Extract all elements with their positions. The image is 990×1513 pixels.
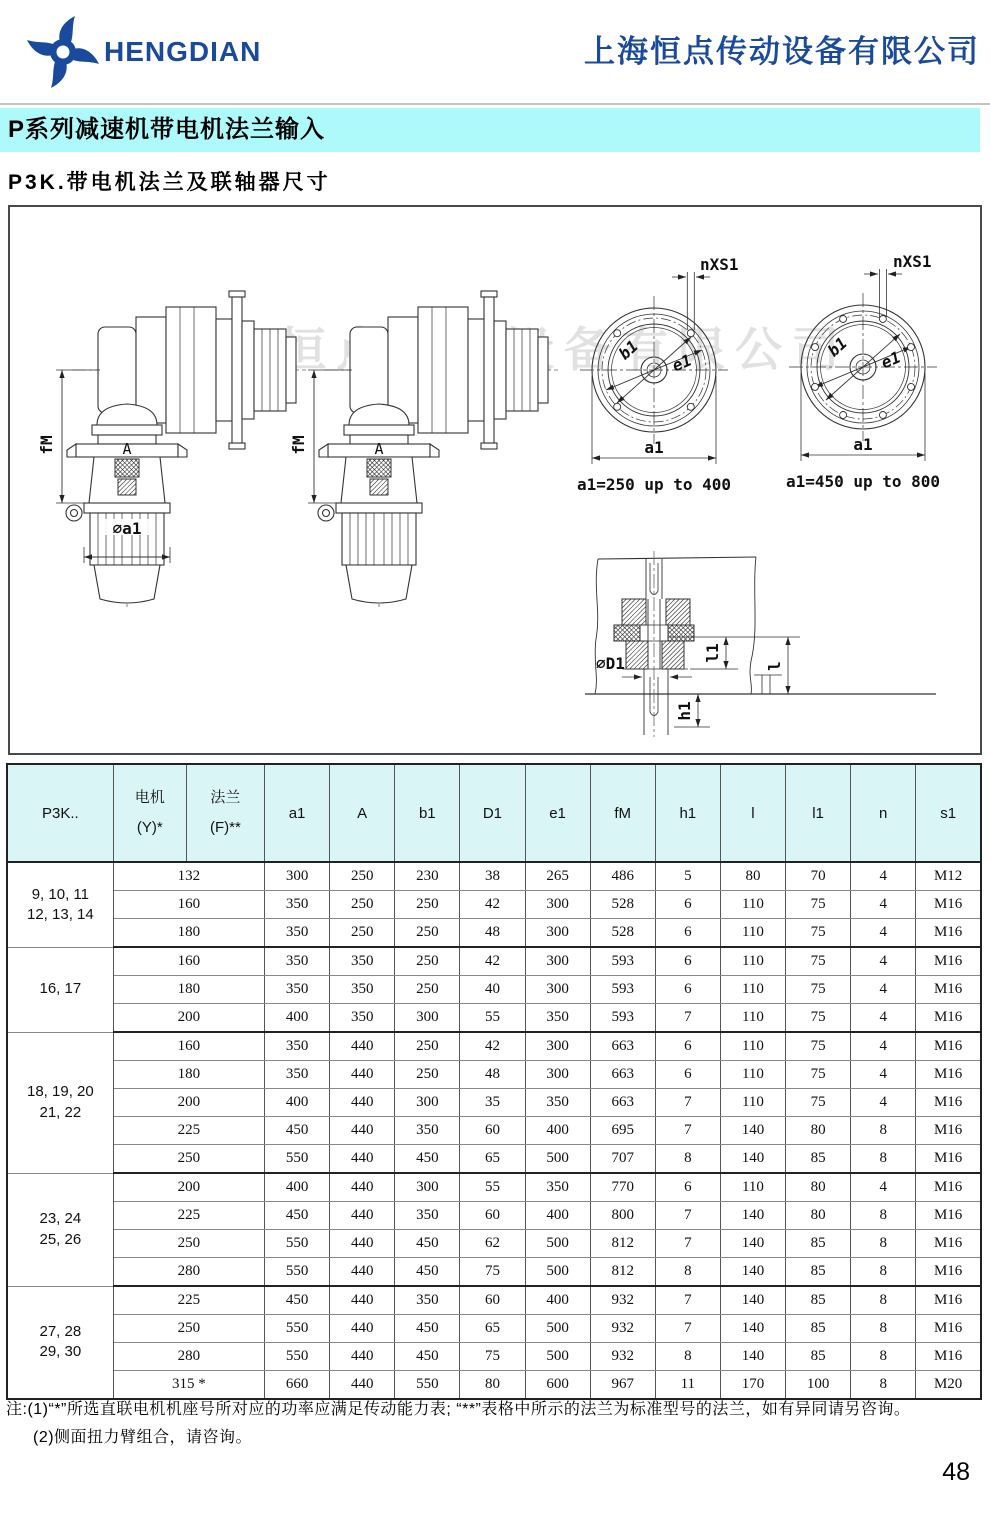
dim-value-cell: 80 bbox=[786, 1117, 851, 1145]
dim-value-cell: 75 bbox=[786, 1061, 851, 1089]
table-row bbox=[7, 1004, 981, 1033]
hengdian-logo-icon bbox=[28, 12, 98, 90]
col-header-a1: a1 bbox=[265, 764, 330, 862]
motor-size-cell: 180 bbox=[113, 919, 264, 948]
motor-size-cell: 200 bbox=[113, 1173, 264, 1202]
dim-value-cell: 350 bbox=[265, 919, 330, 948]
dim-value-cell: 350 bbox=[395, 1117, 460, 1145]
dim-value-cell: 42 bbox=[460, 891, 525, 919]
table-row bbox=[7, 1032, 981, 1061]
dim-value-cell: 11 bbox=[655, 1371, 720, 1400]
motor-size-cell: 315 * bbox=[113, 1371, 264, 1400]
dim-value-cell: 8 bbox=[851, 1371, 916, 1400]
section-title-bar bbox=[0, 108, 980, 152]
motor-size-cell: 200 bbox=[113, 1004, 264, 1033]
phi-d1-dim-label: ∅D1 bbox=[596, 654, 625, 673]
dim-value-cell: 42 bbox=[460, 1032, 525, 1061]
dim-value-cell: 6 bbox=[655, 1032, 720, 1061]
motor-size-cell: 280 bbox=[113, 1343, 264, 1371]
motor-size-cell: 250 bbox=[113, 1315, 264, 1343]
dim-value-cell: 6 bbox=[655, 1173, 720, 1202]
dim-value-cell: 140 bbox=[720, 1230, 785, 1258]
dim-value-cell: 75 bbox=[786, 947, 851, 976]
technical-drawing-panel bbox=[8, 187, 982, 755]
dim-value-cell: 40 bbox=[460, 976, 525, 1004]
dim-value-cell: 65 bbox=[460, 1315, 525, 1343]
footnote-2: (2)侧面扭力臂组合，请咨询。 bbox=[33, 1429, 253, 1446]
dim-value-cell: 440 bbox=[330, 1258, 395, 1287]
dim-value-cell: 440 bbox=[330, 1032, 395, 1061]
col-header-l1: l1 bbox=[786, 764, 851, 862]
dim-value-cell: 593 bbox=[590, 947, 655, 976]
dim-value-cell: 4 bbox=[851, 1089, 916, 1117]
dim-value-cell: M16 bbox=[916, 976, 981, 1004]
dim-value-cell: 500 bbox=[525, 1230, 590, 1258]
col-header-s1: s1 bbox=[916, 764, 981, 862]
motor-size-cell: 160 bbox=[113, 891, 264, 919]
dim-value-cell: 8 bbox=[851, 1286, 916, 1315]
dim-value-cell: 593 bbox=[590, 1004, 655, 1033]
dim-value-cell: 8 bbox=[851, 1202, 916, 1230]
model-group-label: 18, 19, 20 21, 22 bbox=[7, 1032, 113, 1173]
dim-value-cell: 440 bbox=[330, 1061, 395, 1089]
dimension-table-wrap bbox=[6, 763, 984, 1400]
dim-value-cell: 8 bbox=[655, 1145, 720, 1174]
dim-value-cell: 4 bbox=[851, 976, 916, 1004]
dim-value-cell: 663 bbox=[590, 1089, 655, 1117]
dim-value-cell: 110 bbox=[720, 1061, 785, 1089]
dim-value-cell: 350 bbox=[330, 976, 395, 1004]
table-row bbox=[7, 862, 981, 891]
dim-value-cell: 440 bbox=[330, 1315, 395, 1343]
nxs1-dim-label: nXS1 bbox=[893, 252, 932, 271]
dim-value-cell: 450 bbox=[265, 1202, 330, 1230]
dim-value-cell: 85 bbox=[786, 1343, 851, 1371]
motor-size-cell: 225 bbox=[113, 1117, 264, 1145]
dimension-table bbox=[6, 763, 982, 1400]
dim-value-cell: 450 bbox=[395, 1230, 460, 1258]
dim-value-cell: 140 bbox=[720, 1145, 785, 1174]
dim-value-cell: 400 bbox=[265, 1173, 330, 1202]
dim-value-cell: 60 bbox=[460, 1117, 525, 1145]
dim-value-cell: 440 bbox=[330, 1089, 395, 1117]
dim-value-cell: 265 bbox=[525, 862, 590, 891]
dim-value-cell: 7 bbox=[655, 1004, 720, 1033]
dim-value-cell: 55 bbox=[460, 1004, 525, 1033]
dim-value-cell: 250 bbox=[395, 947, 460, 976]
dim-value-cell: 55 bbox=[460, 1173, 525, 1202]
dim-value-cell: 38 bbox=[460, 862, 525, 891]
dim-value-cell: 250 bbox=[395, 919, 460, 948]
dim-value-cell: 500 bbox=[525, 1258, 590, 1287]
dim-value-cell: 110 bbox=[720, 976, 785, 1004]
dim-value-cell: 250 bbox=[330, 862, 395, 891]
dim-value-cell: 300 bbox=[525, 919, 590, 948]
dim-value-cell: 110 bbox=[720, 1089, 785, 1117]
motor-size-cell: 180 bbox=[113, 1061, 264, 1089]
dim-value-cell: M20 bbox=[916, 1371, 981, 1400]
motor-size-cell: 250 bbox=[113, 1145, 264, 1174]
table-row bbox=[7, 1202, 981, 1230]
a1-dim-label: a1 bbox=[853, 435, 873, 454]
dim-value-cell: M12 bbox=[916, 862, 981, 891]
motor-size-cell: 132 bbox=[113, 862, 264, 891]
dim-value-cell: 967 bbox=[590, 1371, 655, 1400]
dim-value-cell: 350 bbox=[525, 1004, 590, 1033]
dim-value-cell: 500 bbox=[525, 1145, 590, 1174]
dim-value-cell: 550 bbox=[265, 1258, 330, 1287]
col-header-e1: e1 bbox=[525, 764, 590, 862]
table-row bbox=[7, 976, 981, 1004]
table-row bbox=[7, 1343, 981, 1371]
dim-value-cell: 7 bbox=[655, 1117, 720, 1145]
dim-value-cell: 8 bbox=[851, 1343, 916, 1371]
dim-value-cell: 250 bbox=[330, 891, 395, 919]
dim-value-cell: 528 bbox=[590, 891, 655, 919]
l1-dim-label: l1 bbox=[703, 643, 722, 663]
table-row bbox=[7, 1145, 981, 1174]
dim-value-cell: 140 bbox=[720, 1117, 785, 1145]
footnotes bbox=[6, 1396, 910, 1452]
dim-value-cell: 450 bbox=[265, 1117, 330, 1145]
table-row bbox=[7, 1230, 981, 1258]
motor-size-cell: 200 bbox=[113, 1089, 264, 1117]
dim-value-cell: 400 bbox=[265, 1089, 330, 1117]
dim-value-cell: 300 bbox=[395, 1004, 460, 1033]
dim-value-cell: 350 bbox=[525, 1173, 590, 1202]
dim-value-cell: 75 bbox=[460, 1258, 525, 1287]
motor-size-cell: 250 bbox=[113, 1230, 264, 1258]
h1-dim-label: h1 bbox=[675, 701, 694, 721]
dim-value-cell: 110 bbox=[720, 1004, 785, 1033]
company-name: 上海恒点传动设备有限公司 bbox=[584, 34, 980, 69]
col-header-h1: h1 bbox=[655, 764, 720, 862]
page-number: 48 bbox=[942, 1458, 970, 1486]
dim-value-cell: 250 bbox=[330, 919, 395, 948]
col-header-n: n bbox=[851, 764, 916, 862]
dim-value-cell: 7 bbox=[655, 1230, 720, 1258]
dim-value-cell: M16 bbox=[916, 1202, 981, 1230]
col-header-flange: 法兰 (F)** bbox=[186, 764, 264, 862]
dim-value-cell: 110 bbox=[720, 1032, 785, 1061]
dim-value-cell: 250 bbox=[395, 1061, 460, 1089]
dim-value-cell: 300 bbox=[265, 862, 330, 891]
dim-value-cell: 4 bbox=[851, 1032, 916, 1061]
table-row bbox=[7, 1173, 981, 1202]
dim-value-cell: 4 bbox=[851, 1061, 916, 1089]
dim-value-cell: 812 bbox=[590, 1258, 655, 1287]
dim-value-cell: M16 bbox=[916, 1117, 981, 1145]
dim-value-cell: 7 bbox=[655, 1286, 720, 1315]
dim-value-cell: 440 bbox=[330, 1145, 395, 1174]
model-group-label: 16, 17 bbox=[7, 947, 113, 1032]
dim-value-cell: 8 bbox=[655, 1258, 720, 1287]
dim-value-cell: 6 bbox=[655, 891, 720, 919]
dim-value-cell: 140 bbox=[720, 1343, 785, 1371]
dim-value-cell: 528 bbox=[590, 919, 655, 948]
a1-dim-label: a1 bbox=[644, 438, 664, 457]
dim-value-cell: 85 bbox=[786, 1315, 851, 1343]
dim-value-cell: 6 bbox=[655, 1061, 720, 1089]
dim-value-cell: 450 bbox=[265, 1286, 330, 1315]
dim-value-cell: 450 bbox=[395, 1258, 460, 1287]
col-header-b1: b1 bbox=[395, 764, 460, 862]
dim-value-cell: 75 bbox=[786, 1032, 851, 1061]
dim-value-cell: 695 bbox=[590, 1117, 655, 1145]
dim-value-cell: 440 bbox=[330, 1286, 395, 1315]
dim-value-cell: 300 bbox=[525, 891, 590, 919]
dim-value-cell: M16 bbox=[916, 1315, 981, 1343]
col-header-l: l bbox=[720, 764, 785, 862]
dim-value-cell: 4 bbox=[851, 862, 916, 891]
col-header-A: A bbox=[330, 764, 395, 862]
motor-size-cell: 225 bbox=[113, 1202, 264, 1230]
flange-large-caption: a1=450 up to 800 bbox=[785, 472, 941, 491]
dim-value-cell: 812 bbox=[590, 1230, 655, 1258]
dim-value-cell: 350 bbox=[330, 1004, 395, 1033]
dim-value-cell: 6 bbox=[655, 976, 720, 1004]
dim-value-cell: 110 bbox=[720, 947, 785, 976]
footnote-1: 注:(1)“*”所选直联电机机座号所对应的功率应满足传动能力表; “**”表格中所示的法兰为标准型号的法兰，如有异同请另咨询。 bbox=[6, 1401, 911, 1418]
table-row bbox=[7, 1371, 981, 1400]
dim-value-cell: 663 bbox=[590, 1032, 655, 1061]
dim-value-cell: 400 bbox=[525, 1202, 590, 1230]
dim-value-cell: M16 bbox=[916, 947, 981, 976]
dim-value-cell: 300 bbox=[525, 1061, 590, 1089]
dim-value-cell: 65 bbox=[460, 1145, 525, 1174]
dim-value-cell: 593 bbox=[590, 976, 655, 1004]
dim-value-cell: 350 bbox=[330, 947, 395, 976]
dim-value-cell: 85 bbox=[786, 1286, 851, 1315]
dim-value-cell: 440 bbox=[330, 1173, 395, 1202]
table-row bbox=[7, 1089, 981, 1117]
dim-value-cell: 60 bbox=[460, 1286, 525, 1315]
dim-value-cell: 300 bbox=[395, 1089, 460, 1117]
model-group-label: 27, 28 29, 30 bbox=[7, 1286, 113, 1399]
dim-value-cell: 42 bbox=[460, 947, 525, 976]
dim-value-cell: 75 bbox=[786, 1004, 851, 1033]
dim-value-cell: 85 bbox=[786, 1145, 851, 1174]
dim-value-cell: M16 bbox=[916, 1258, 981, 1287]
dim-value-cell: 450 bbox=[395, 1315, 460, 1343]
dim-value-cell: M16 bbox=[916, 1004, 981, 1033]
motor-size-cell: 180 bbox=[113, 976, 264, 1004]
dim-value-cell: 80 bbox=[786, 1202, 851, 1230]
dim-value-cell: 110 bbox=[720, 891, 785, 919]
dim-value-cell: 350 bbox=[395, 1286, 460, 1315]
table-row bbox=[7, 919, 981, 948]
dim-value-cell: 6 bbox=[655, 947, 720, 976]
dim-value-cell: 75 bbox=[786, 1089, 851, 1117]
dim-value-cell: 48 bbox=[460, 1061, 525, 1089]
motor-size-cell: 160 bbox=[113, 947, 264, 976]
l-dim-label: l bbox=[765, 661, 784, 671]
dim-value-cell: 300 bbox=[525, 947, 590, 976]
dim-value-cell: 75 bbox=[786, 919, 851, 948]
dim-value-cell: 350 bbox=[265, 891, 330, 919]
dim-value-cell: 35 bbox=[460, 1089, 525, 1117]
dim-value-cell: 7 bbox=[655, 1089, 720, 1117]
dim-value-cell: 140 bbox=[720, 1315, 785, 1343]
dim-value-cell: 350 bbox=[265, 1061, 330, 1089]
dim-value-cell: 4 bbox=[851, 947, 916, 976]
dim-value-cell: 140 bbox=[720, 1286, 785, 1315]
dim-value-cell: 450 bbox=[395, 1145, 460, 1174]
dim-value-cell: 80 bbox=[786, 1173, 851, 1202]
dim-value-cell: 550 bbox=[265, 1145, 330, 1174]
dim-value-cell: 4 bbox=[851, 1004, 916, 1033]
dim-value-cell: 4 bbox=[851, 919, 916, 948]
motor-size-cell: 225 bbox=[113, 1286, 264, 1315]
dim-value-cell: M16 bbox=[916, 1286, 981, 1315]
phi-a1-dim-label: ∅a1 bbox=[112, 519, 142, 538]
dim-value-cell: 550 bbox=[265, 1230, 330, 1258]
dim-value-cell: M16 bbox=[916, 1343, 981, 1371]
dim-value-cell: 663 bbox=[590, 1061, 655, 1089]
dim-value-cell: 250 bbox=[395, 1032, 460, 1061]
dim-value-cell: 5 bbox=[655, 862, 720, 891]
dim-value-cell: 500 bbox=[525, 1343, 590, 1371]
dim-value-cell: 770 bbox=[590, 1173, 655, 1202]
col-header-D1: D1 bbox=[460, 764, 525, 862]
dim-value-cell: 110 bbox=[720, 1173, 785, 1202]
table-header-row bbox=[7, 764, 981, 862]
dim-value-cell: M16 bbox=[916, 1173, 981, 1202]
dim-value-cell: 500 bbox=[525, 1315, 590, 1343]
dim-value-cell: 350 bbox=[265, 1032, 330, 1061]
flange-small-caption: a1=250 up to 400 bbox=[576, 475, 732, 494]
table-row bbox=[7, 1061, 981, 1089]
table-row bbox=[7, 947, 981, 976]
dim-value-cell: 250 bbox=[395, 976, 460, 1004]
dim-value-cell: 932 bbox=[590, 1343, 655, 1371]
dim-value-cell: 440 bbox=[330, 1202, 395, 1230]
dim-value-cell: 110 bbox=[720, 919, 785, 948]
dim-value-cell: 660 bbox=[265, 1371, 330, 1400]
dim-value-cell: 8 bbox=[851, 1315, 916, 1343]
dim-value-cell: 350 bbox=[265, 947, 330, 976]
dim-value-cell: M16 bbox=[916, 1061, 981, 1089]
dim-value-cell: 250 bbox=[395, 891, 460, 919]
table-row bbox=[7, 1286, 981, 1315]
dim-value-cell: 8 bbox=[655, 1343, 720, 1371]
section-subtitle: P3K.带电机法兰及联轴器尺寸 bbox=[8, 171, 331, 194]
dim-value-cell: 140 bbox=[720, 1258, 785, 1287]
dim-value-cell: 85 bbox=[786, 1258, 851, 1287]
dim-value-cell: 7 bbox=[655, 1315, 720, 1343]
col-header-model: P3K.. bbox=[7, 764, 113, 862]
dim-value-cell: 440 bbox=[330, 1230, 395, 1258]
logo-wordmark: HENGDIAN bbox=[104, 36, 262, 67]
col-header-motor: 电机 (Y)* bbox=[113, 764, 186, 862]
dim-value-cell: 8 bbox=[851, 1230, 916, 1258]
dim-value-cell: 4 bbox=[851, 891, 916, 919]
table-row bbox=[7, 891, 981, 919]
dim-value-cell: 350 bbox=[525, 1089, 590, 1117]
dim-value-cell: 4 bbox=[851, 1173, 916, 1202]
dim-value-cell: 600 bbox=[525, 1371, 590, 1400]
dim-value-cell: M16 bbox=[916, 1230, 981, 1258]
model-group-label: 23, 24 25, 26 bbox=[7, 1173, 113, 1286]
model-group-label: 9, 10, 11 12, 13, 14 bbox=[7, 862, 113, 947]
dim-value-cell: M16 bbox=[916, 1145, 981, 1174]
dim-value-cell: 80 bbox=[460, 1371, 525, 1400]
table-row bbox=[7, 1315, 981, 1343]
dim-value-cell: 140 bbox=[720, 1202, 785, 1230]
dim-value-cell: M16 bbox=[916, 1089, 981, 1117]
dim-value-cell: 440 bbox=[330, 1343, 395, 1371]
table-row bbox=[7, 1117, 981, 1145]
section-title: P系列减速机带电机法兰输入 bbox=[8, 116, 326, 143]
col-header-fM: fM bbox=[590, 764, 655, 862]
technical-drawing: e1 ∅a1 nXS1 a1 a1=250 up to 400 nXS1 a1 a1=450 up to 800 ∅D1 l1 l h1 bbox=[10, 207, 976, 749]
dim-value-cell: 400 bbox=[525, 1286, 590, 1315]
dim-value-cell: 85 bbox=[786, 1230, 851, 1258]
dim-value-cell: 440 bbox=[330, 1371, 395, 1400]
dim-value-cell: 932 bbox=[590, 1315, 655, 1343]
dim-value-cell: 8 bbox=[851, 1258, 916, 1287]
dim-value-cell: 60 bbox=[460, 1202, 525, 1230]
dim-value-cell: 70 bbox=[786, 862, 851, 891]
dim-value-cell: 932 bbox=[590, 1286, 655, 1315]
dim-value-cell: 80 bbox=[720, 862, 785, 891]
dim-value-cell: 400 bbox=[525, 1117, 590, 1145]
dim-value-cell: 300 bbox=[525, 976, 590, 1004]
dim-value-cell: 8 bbox=[851, 1145, 916, 1174]
dim-value-cell: M16 bbox=[916, 891, 981, 919]
dim-value-cell: 400 bbox=[265, 1004, 330, 1033]
dim-value-cell: M16 bbox=[916, 919, 981, 948]
motor-size-cell: 280 bbox=[113, 1258, 264, 1287]
motor-size-cell: 160 bbox=[113, 1032, 264, 1061]
dim-value-cell: 486 bbox=[590, 862, 655, 891]
nxs1-dim-label: nXS1 bbox=[700, 255, 739, 274]
dim-value-cell: 62 bbox=[460, 1230, 525, 1258]
dim-value-cell: 7 bbox=[655, 1202, 720, 1230]
dim-value-cell: 300 bbox=[395, 1173, 460, 1202]
dim-value-cell: 450 bbox=[395, 1343, 460, 1371]
dim-value-cell: 75 bbox=[786, 976, 851, 1004]
dim-value-cell: 350 bbox=[265, 976, 330, 1004]
dim-value-cell: 440 bbox=[330, 1117, 395, 1145]
dim-value-cell: 8 bbox=[851, 1117, 916, 1145]
dim-value-cell: 550 bbox=[395, 1371, 460, 1400]
dim-value-cell: 75 bbox=[460, 1343, 525, 1371]
page-header bbox=[0, 0, 990, 105]
dim-value-cell: 170 bbox=[720, 1371, 785, 1400]
spec-table-body bbox=[7, 862, 981, 1399]
dim-value-cell: M16 bbox=[916, 1032, 981, 1061]
dim-value-cell: 48 bbox=[460, 919, 525, 948]
dim-value-cell: 800 bbox=[590, 1202, 655, 1230]
dim-value-cell: 6 bbox=[655, 919, 720, 948]
dim-value-cell: 75 bbox=[786, 891, 851, 919]
dim-value-cell: 350 bbox=[395, 1202, 460, 1230]
table-row bbox=[7, 1258, 981, 1287]
dim-value-cell: 230 bbox=[395, 862, 460, 891]
dim-value-cell: 550 bbox=[265, 1315, 330, 1343]
dim-value-cell: 550 bbox=[265, 1343, 330, 1371]
dim-value-cell: 100 bbox=[786, 1371, 851, 1400]
dim-value-cell: 707 bbox=[590, 1145, 655, 1174]
dim-value-cell: 300 bbox=[525, 1032, 590, 1061]
